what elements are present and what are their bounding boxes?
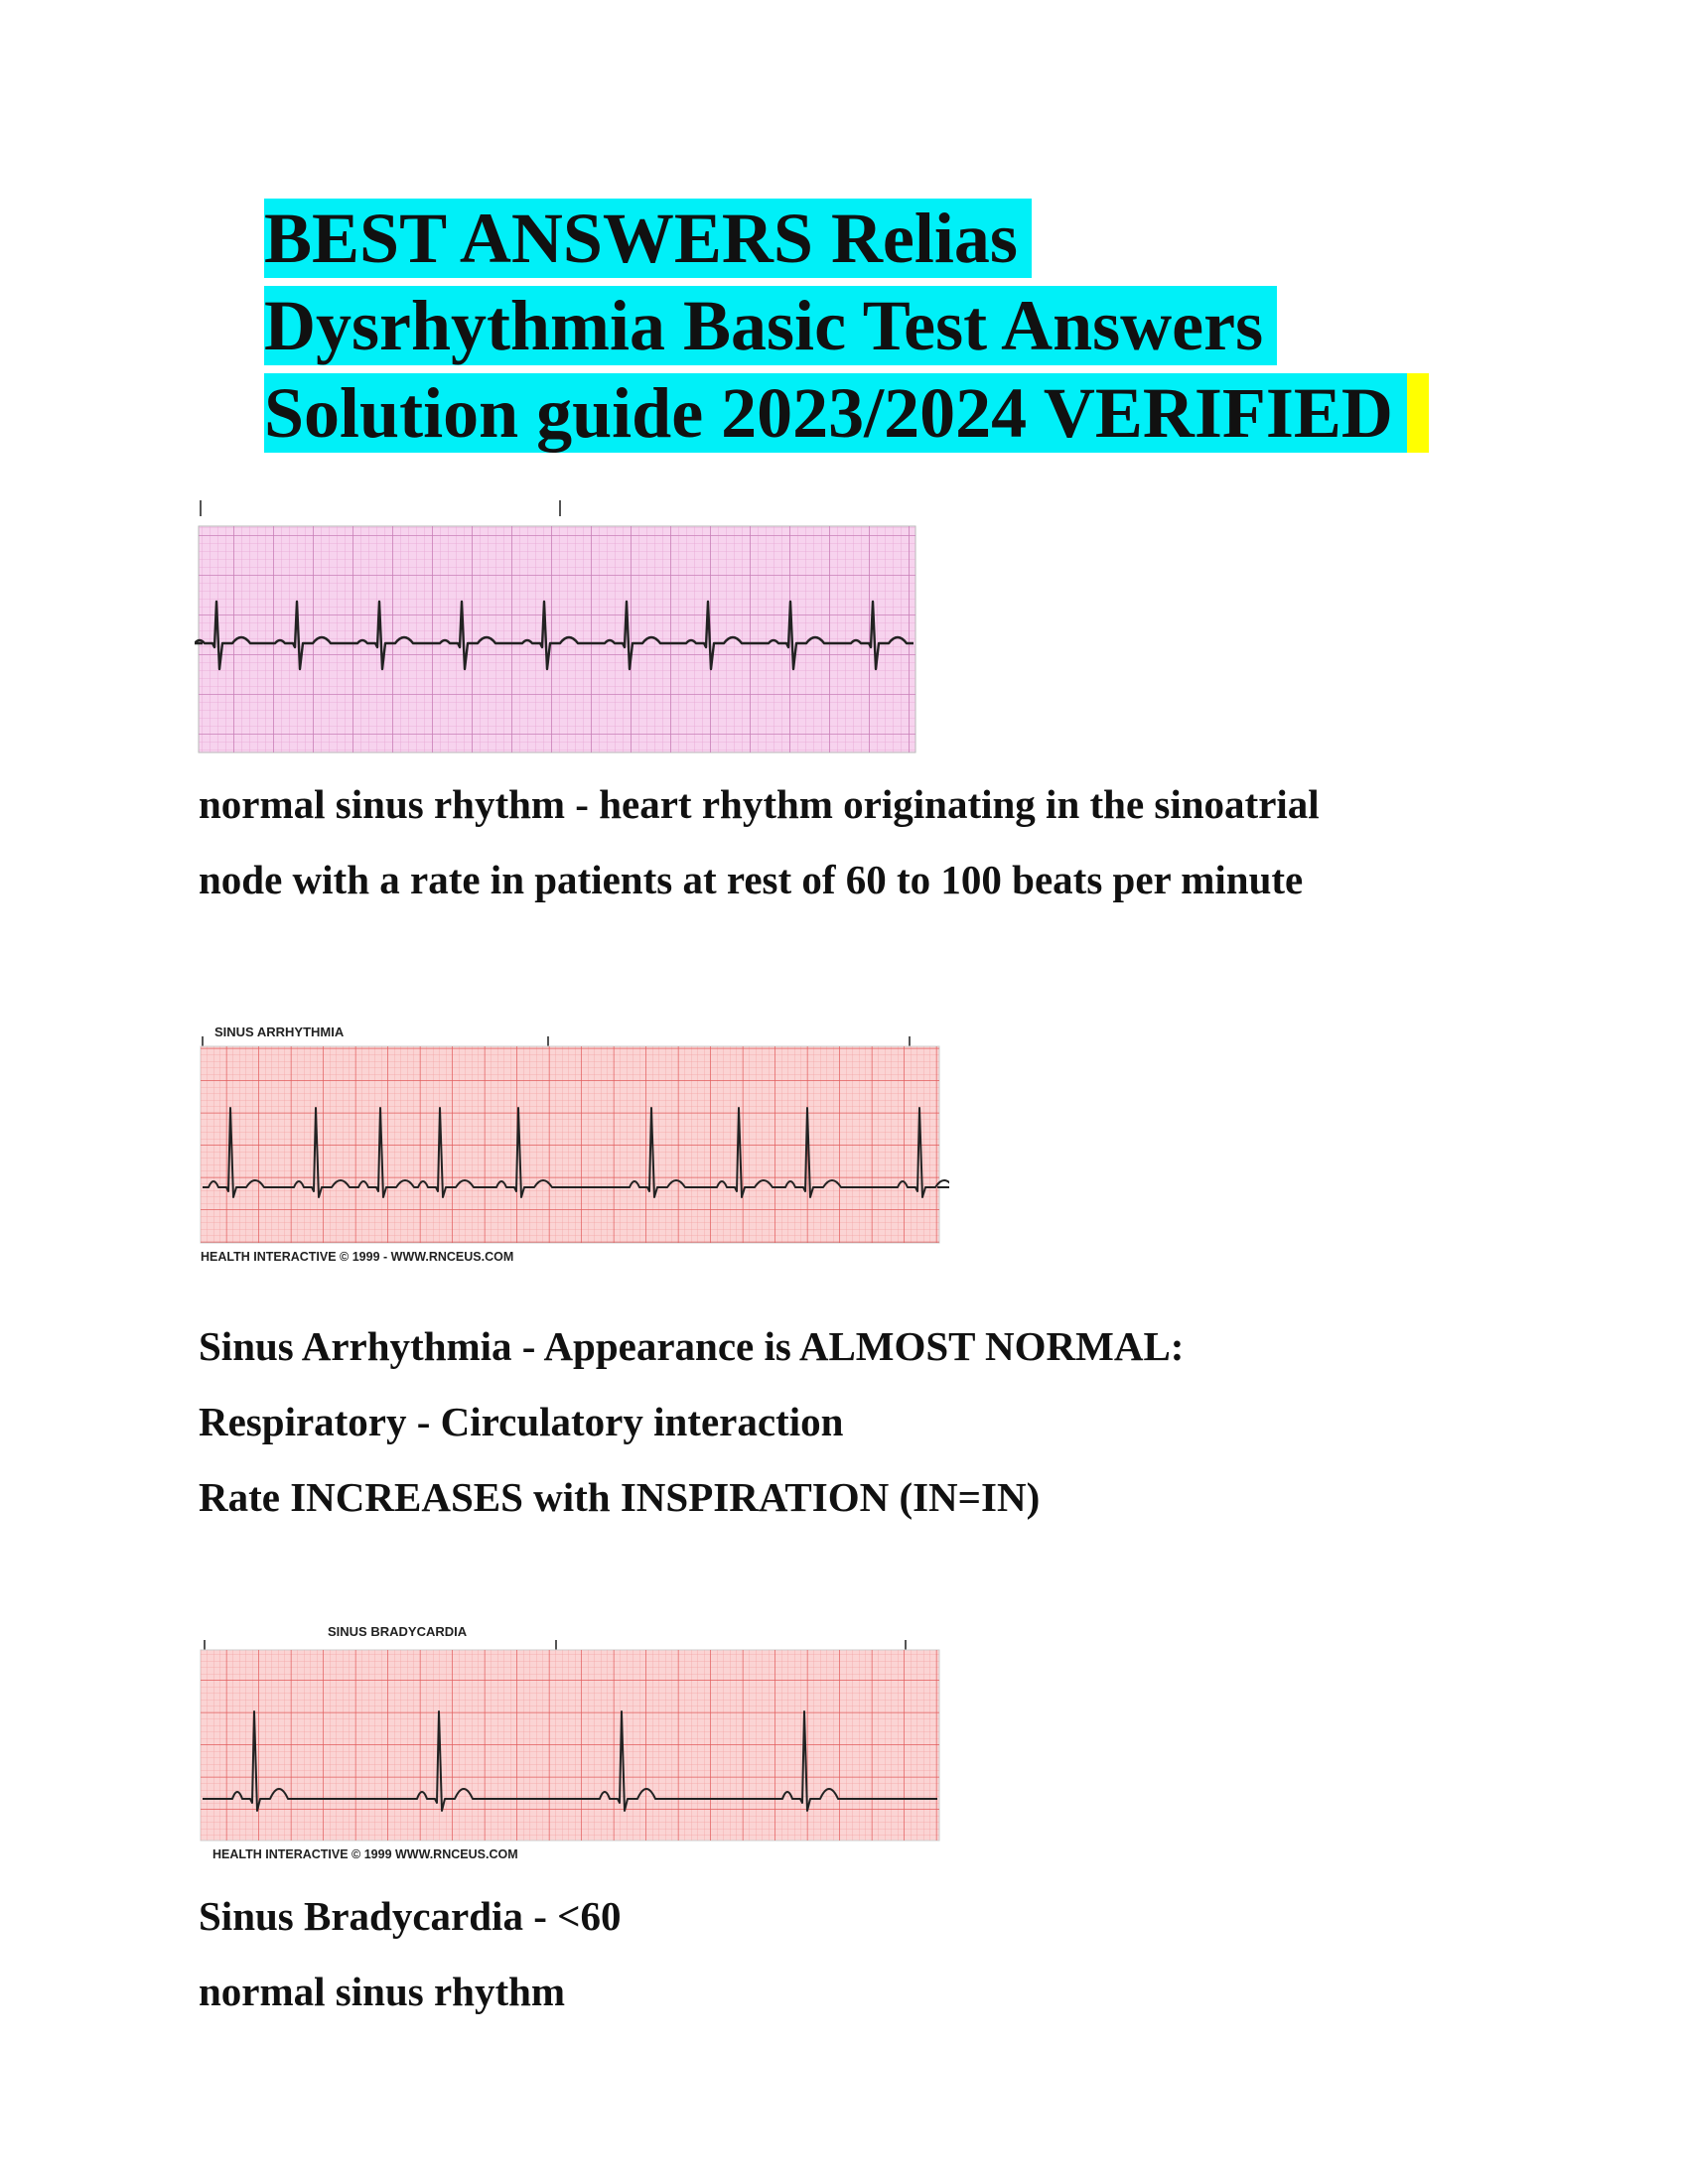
strip-label: SINUS BRADYCARDIA [328, 1624, 468, 1639]
strip-label: SINUS ARRHYTHMIA [214, 1024, 345, 1039]
highlight-mark [1407, 373, 1429, 453]
title-line-2: Dysrhythmia Basic Test Answers [264, 286, 1277, 365]
ecg-grid [201, 1046, 939, 1243]
strip-credit: HEALTH INTERACTIVE © 1999 WWW.RNCEUS.COM [212, 1847, 518, 1861]
caption-line: Sinus Arrhythmia - Appearance is ALMOST NORMAL: [199, 1323, 1185, 1369]
title-line-1: BEST ANSWERS Relias [264, 199, 1032, 278]
ecg-strip-sinus-arrhythmia [195, 1017, 949, 1265]
caption-line: Sinus Bradycardia - <60 [199, 1893, 622, 1939]
caption-line: node with a rate in patients at rest of 60 to 100 beats per minute [199, 857, 1304, 902]
caption-sinus-arrhythmia [199, 1308, 1184, 1535]
caption-line: normal sinus rhythm - heart rhythm originating in the sinoatrial [199, 781, 1320, 827]
caption-line: Respiratory - Circulatory interaction [199, 1399, 844, 1444]
caption-sinus-bradycardia [199, 1878, 621, 2029]
ecg-grid [201, 1650, 939, 1841]
strip-credit: HEALTH INTERACTIVE © 1999 - WWW.RNCEUS.COM [201, 1250, 514, 1264]
ecg-strip-sinus-bradycardia [195, 1616, 949, 1864]
ecg-strip-normal-sinus [195, 496, 919, 756]
caption-normal-sinus [199, 766, 1320, 917]
caption-line: Rate INCREASES with INSPIRATION (IN=IN) [199, 1474, 1041, 1520]
title-line-3: Solution guide 2023/2024 VERIFIED [264, 373, 1407, 453]
caption-line: normal sinus rhythm [199, 1969, 566, 2014]
document-title [264, 195, 1429, 457]
ecg-grid [199, 526, 915, 752]
